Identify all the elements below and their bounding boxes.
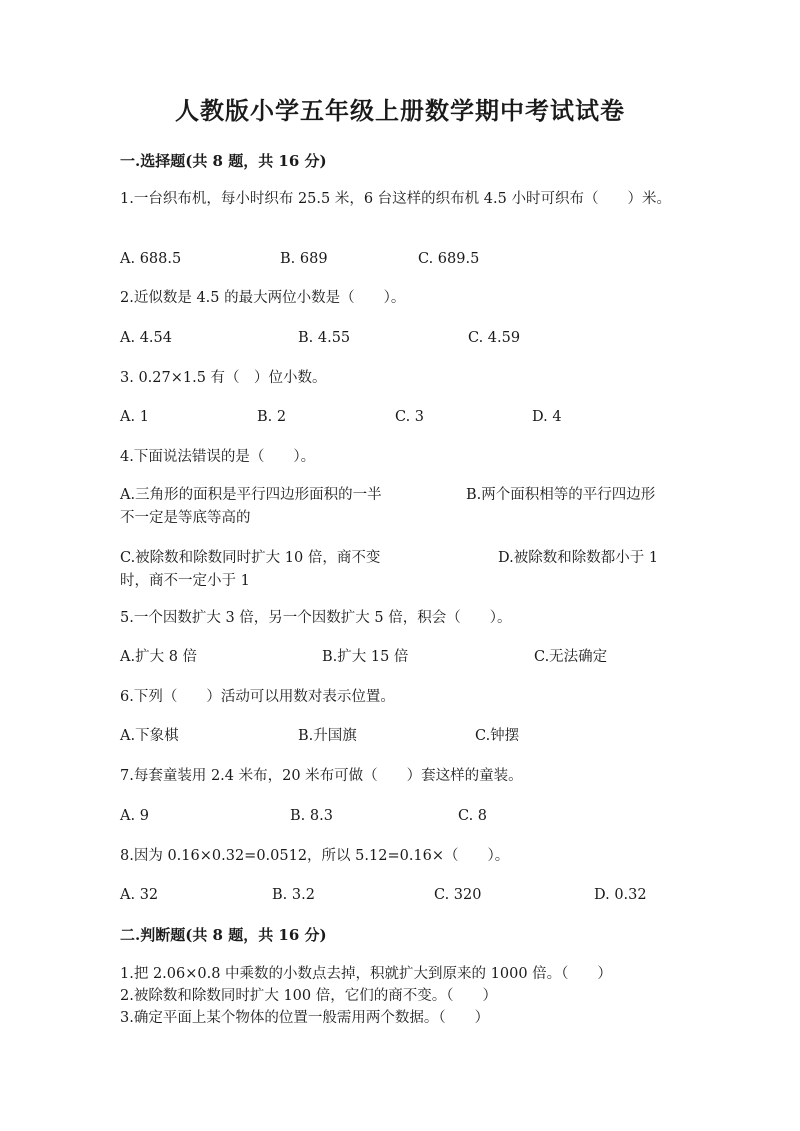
option-c: C. 3 <box>395 409 425 425</box>
question-5-options <box>120 646 680 670</box>
option-a: A.下象棋 <box>120 728 179 744</box>
question-6: 6.下列（ ）活动可以用数对表示位置。 <box>120 689 395 705</box>
option-a: A. 32 <box>120 887 159 903</box>
question-3: 3. 0.27×1.5 有（ ）位小数。 <box>120 370 327 386</box>
question-5: 5.一个因数扩大 3 倍，另一个因数扩大 5 倍，积会（ ）。 <box>120 610 512 626</box>
option-b: B. 3.2 <box>272 887 315 903</box>
option-b: B. 689 <box>280 251 328 267</box>
option-d: D. 4 <box>532 409 562 425</box>
option-b: B.升国旗 <box>298 728 357 744</box>
option-c: C. 320 <box>434 887 482 903</box>
question-1-options <box>120 248 680 272</box>
option-b: B.扩大 15 倍 <box>322 649 409 665</box>
option-a: A. 1 <box>120 409 149 425</box>
option-b: B. 4.55 <box>298 330 351 346</box>
option-c: C. 689.5 <box>418 251 480 267</box>
option-c: C.被除数和除数同时扩大 10 倍，商不变 <box>120 550 381 566</box>
judge-item-2: 2.被除数和除数同时扩大 100 倍，它们的商不变。（ ） <box>120 988 497 1004</box>
option-d: D.被除数和除数都小于 1 <box>498 550 659 566</box>
option-a: A.三角形的面积是平行四边形面积的一半 <box>120 487 382 503</box>
question-4-options-ab <box>120 484 680 532</box>
question-2-options <box>120 327 680 351</box>
option-c: C.钟摆 <box>475 728 520 744</box>
option-d: D. 0.32 <box>594 887 647 903</box>
option-b: B. 2 <box>257 409 287 425</box>
section-heading-judge: 二.判断题(共 8 题，共 16 分) <box>120 926 327 944</box>
question-8: 8.因为 0.16×0.32=0.0512，所以 5.12=0.16×（ ）。 <box>120 848 510 864</box>
question-6-options <box>120 725 680 749</box>
option-d-continued: 时，商不一定小于 1 <box>120 573 250 589</box>
option-c: C.无法确定 <box>534 649 608 665</box>
option-b: B.两个面积相等的平行四边形 <box>466 487 656 503</box>
option-a: A. 4.54 <box>120 330 172 346</box>
question-4: 4.下面说法错误的是（ ）。 <box>120 449 316 465</box>
question-7-options <box>120 805 680 829</box>
question-8-options <box>120 884 680 908</box>
option-a: A. 9 <box>120 808 149 824</box>
option-c: C. 4.59 <box>468 330 521 346</box>
option-a: A. 688.5 <box>120 251 182 267</box>
option-b: B. 8.3 <box>290 808 333 824</box>
option-b-continued: 不一定是等底等高的 <box>120 510 251 526</box>
question-2: 2.近似数是 4.5 的最大两位小数是（ ）。 <box>120 290 406 306</box>
judge-item-3: 3.确定平面上某个物体的位置一般需用两个数据。（ ） <box>120 1010 490 1026</box>
page-title: 人教版小学五年级上册数学期中考试试卷 <box>175 96 625 125</box>
question-7: 7.每套童装用 2.4 米布，20 米布可做（ ）套这样的童装。 <box>120 768 523 784</box>
option-a: A.扩大 8 倍 <box>120 649 198 665</box>
section-heading-choice: 一.选择题(共 8 题，共 16 分) <box>120 152 327 170</box>
question-3-options <box>120 406 680 430</box>
judge-item-1: 1.把 2.06×0.8 中乘数的小数点去掉，积就扩大到原来的 1000 倍。（ ） <box>120 966 612 982</box>
question-4-options-cd <box>120 547 680 595</box>
option-c: C. 8 <box>458 808 488 824</box>
question-1: 1.一台织布机，每小时织布 25.5 米，6 台这样的织布机 4.5 小时可织布（ ）米。 <box>120 191 671 207</box>
